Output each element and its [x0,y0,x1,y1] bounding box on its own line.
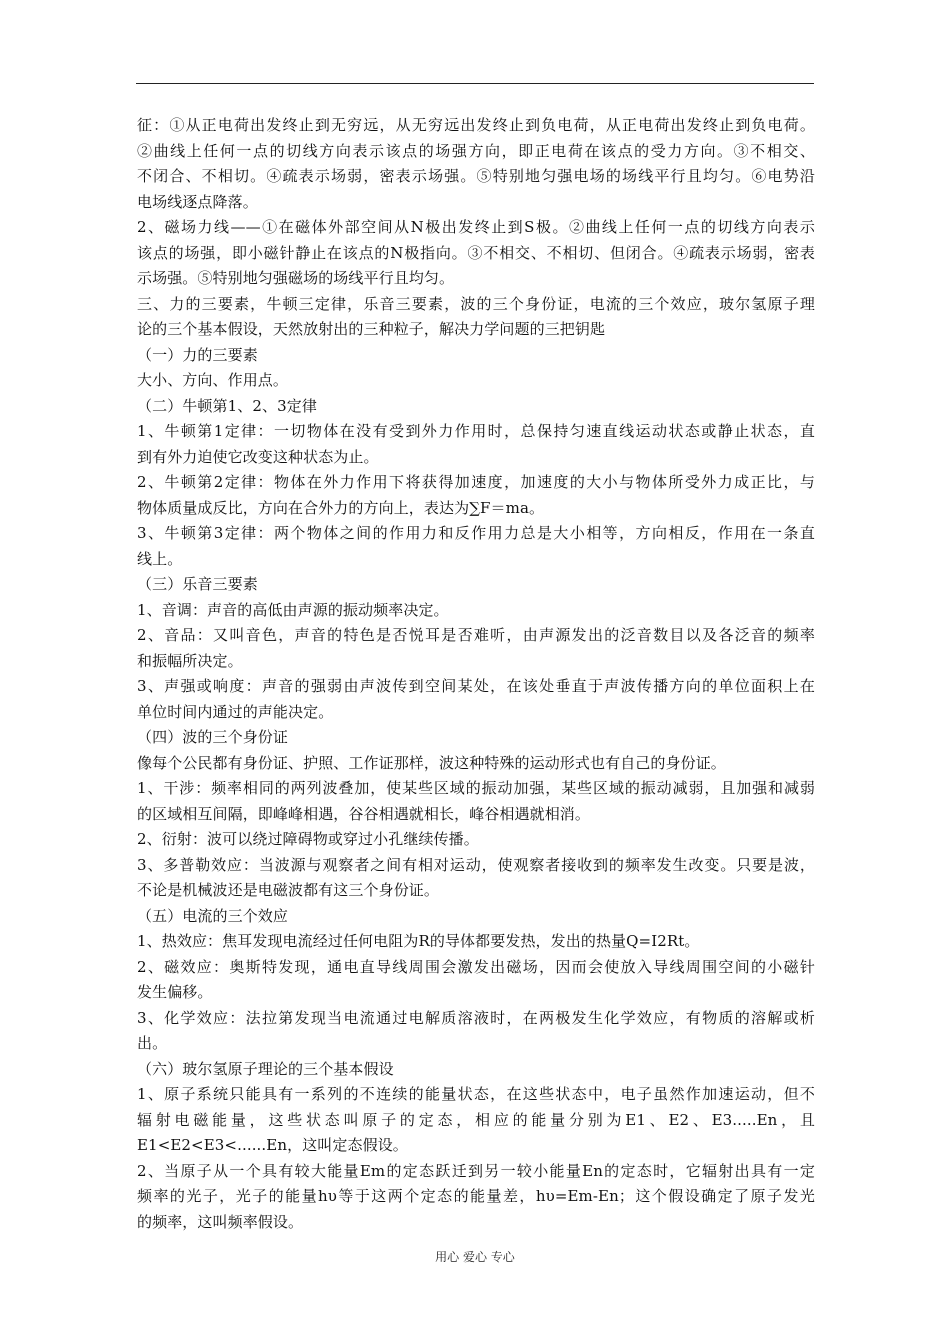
document-body [137,113,815,1235]
text-line: 1、干涉：频率相同的两列波叠加，使某些区域的振动加强，某些区域的振动减弱，且加强和减弱 [137,779,815,797]
text-line: 1、原子系统只能具有一系列的不连续的能量状态，在这些状态中，电子虽然作加速运动，但不 [137,1085,815,1103]
text-line: 2、音品：又叫音色，声音的特色是否悦耳是否难听，由声源发出的泛音数目以及各泛音的频率 [137,626,815,644]
page-footer: 用心 爱心 专心 [435,1250,515,1264]
text-line: 3、化学效应：法拉第发现当电流通过电解质溶液时，在两极发生化学效应，有物质的溶解或析 [137,1008,815,1027]
text-line: 单位时间内通过的声能决定。 [137,702,334,721]
text-line: 该点的场强，即小磁针静止在该点的N极指向。③不相交、不相切、但闭合。④疏表示场弱，密表 [137,243,815,262]
text-line: 出。 [137,1034,168,1052]
text-line: 1、牛顿第1定律：一切物体在没有受到外力作用时，总保持匀速直线运动状态或静止状态，直 [137,422,815,440]
text-line: 3、声强或响度：声音的强弱由声波传到空间某处，在该处垂直于声波传播方向的单位面积上在 [137,677,815,695]
text-line: （六）玻尔氢原子理论的三个基本假设 [137,1059,394,1078]
text-line: 2、磁效应：奥斯特发现，通电直导线周围会激发出磁场，因而会使放入导线周围空间的小磁针 [137,957,815,976]
text-line: 像每个公民都有身份证、护照、工作证那样，波这种特殊的运动形式也有自己的身份证。 [137,753,726,772]
text-line: 示场强。⑤特别地匀强磁场的场线平行且均匀。 [137,269,455,287]
text-line: 频率的光子，光子的能量hυ等于这两个定态的能量差，hυ=Em-En；这个假设确定了原子发光 [137,1187,815,1205]
text-line: 2、磁场力线——①在磁体外部空间从N极出发终止到S极。②曲线上任何一点的切线方向表示 [137,218,815,236]
text-line: 发生偏移。 [137,983,213,1001]
text-line: 电场线逐点降落。 [137,192,258,211]
text-line: （二）牛顿第1、2、3定律 [137,396,317,415]
text-line: （五）电流的三个效应 [137,906,289,925]
text-line: 三、力的三要素，牛顿三定律，乐音三要素，波的三个身份证，电流的三个效应，玻尔氢原子理 [137,294,815,313]
text-line: 3、牛顿第3定律：两个物体之间的作用力和反作用力总是大小相等，方向相反，作用在一条直 [137,524,815,542]
text-line: 物体质量成反比，方向在合外力的方向上，表达为∑F＝ma。 [137,498,545,517]
text-line: （一）力的三要素 [137,345,258,364]
text-line: ②曲线上任何一点的切线方向表示该点的场强方向，即正电荷在该点的受力方向。③不相交、 [137,141,815,160]
text-line: 线上。 [137,549,183,568]
text-line: 论的三个基本假设，天然放射出的三种粒子，解决力学问题的三把钥匙 [137,320,606,338]
text-line: 2、牛顿第2定律：物体在外力作用下将获得加速度，加速度的大小与物体所受外力成正比，与 [137,473,815,491]
text-line: 大小、方向、作用点。 [137,371,289,389]
text-line: 不闭合、不相切。④疏表示场弱，密表示场强。⑤特别地匀强电场的场线平行且均匀。⑥电势沿 [137,167,815,185]
text-line: 不论是机械波还是电磁波都有这三个身份证。 [137,881,440,899]
text-line: 1、音调：声音的高低由声源的振动频率决定。 [137,600,449,619]
text-line: 到有外力迫使它改变这种状态为止。 [137,447,379,466]
text-line: E1<E2<E3<......En，这叫定态假设。 [137,1136,408,1154]
text-line: 3、多普勒效应：当波源与观察者之间有相对运动，使观察者接收到的频率发生改变。只要是波， [137,855,815,874]
text-line: 2、衍射：波可以绕过障碍物或穿过小孔继续传播。 [137,830,479,848]
text-line: 的频率，这叫频率假设。 [137,1212,304,1231]
text-line: 征：①从正电荷出发终止到无穷远，从无穷远出发终止到负电荷，从正电荷出发终止到负电荷。 [137,116,815,134]
text-line: （四）波的三个身份证 [137,728,289,746]
header-rule [136,83,814,84]
text-line: 2、当原子从一个具有较大能量Em的定态跃迁到另一较小能量En的定态时，它辐射出具有一定 [137,1161,815,1180]
text-line: （三）乐音三要素 [137,575,258,593]
text-line: 和振幅所决定。 [137,651,243,670]
text-line: 的区域相互间隔，即峰峰相遇，谷谷相遇就相长，峰谷相遇就相消。 [137,804,591,823]
text-line: 1、热效应：焦耳发现电流经过任何电阻为R的导体都要发热，发出的热量Q=I2Rt。 [137,932,700,950]
text-line: 辐射电磁能量，这些状态叫原子的定态，相应的能量分别为E1、E2、E3.....En，且 [137,1110,815,1129]
